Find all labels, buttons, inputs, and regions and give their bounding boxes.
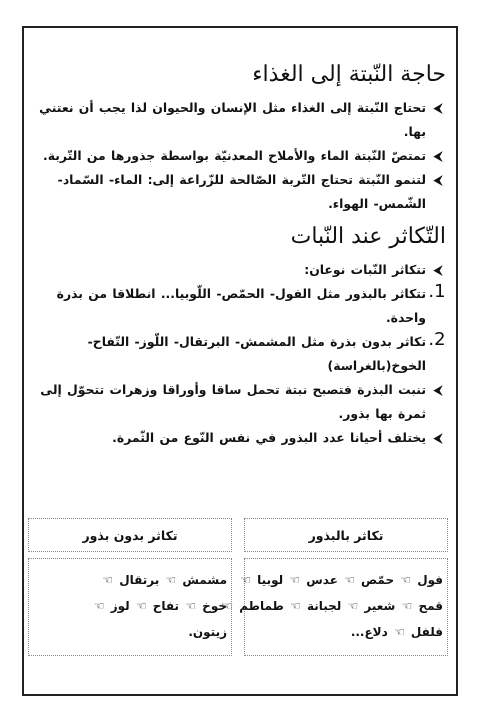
list-item: ⮜ يختلف أحيانا عدد البذور في نفس النّوع من الثّمرة. [32,426,446,450]
item-number: 2. [428,329,446,350]
arrow-left-icon: ⮜ [433,263,443,277]
item-number: 1. [428,281,446,302]
section-title-plant-reproduction: التّكاثر عند النّبات [290,224,446,249]
column-body [222,558,448,656]
table-row: مشمش ☜ برتقال ☜ [102,573,227,587]
list-item: ⮜ لتنمو النّبتة تحتاج التّربة الصّالحة للزّراعة إلى: الماء- السّماد- الشّمس- الهواء. [32,168,446,216]
list-item: ⮜ تنبت البذرة فتصبح نبتة تحمل ساقا وأوراقا وزهرات تتحوّل إلى ثمرة بها بذور. [32,378,446,426]
arrow-left-icon: ⮜ [433,431,443,445]
column-body [28,558,232,656]
table-row: فلفل ☜ دلاع... [350,625,443,639]
column-without-seeds [28,518,232,656]
document-content [32,60,446,450]
arrow-left-icon: ⮜ [433,173,443,187]
arrow-left-icon: ⮜ [433,149,443,163]
column-with-seeds [222,518,448,656]
numbered-item: 1. تتكاثر بالبذور مثل الفول- الحمّص- اللّوبيا... انطلاقا من بذرة واحدة. [56,281,446,325]
column-header: تكاثر بدون بذور [28,518,232,552]
table-row: قمح ☜ شعير ☜ لجبانة ☜ طماطم ☜ [222,599,443,613]
section-title-plant-nutrition: حاجة النّبتة إلى الغذاء [252,62,446,87]
arrow-left-icon: ⮜ [433,101,443,115]
column-header: تكاثر بالبذور [244,518,448,552]
table-row: زيتون. [188,625,227,639]
table-row: خوخ ☜ تفاح ☜ لوز ☜ [93,599,227,613]
arrow-left-icon: ⮜ [433,383,443,397]
list-item: ⮜ تتكاثر النّبات نوعان: [32,258,446,282]
list-item: ⮜ تحتاج النّبتة إلى الغذاء مثل الإنسان والحيوان لذا يجب أن نعتني بها. [32,96,446,144]
list-item: ⮜ تمتصّ النّبتة الماء والأملاح المعدنيّة بواسطة جذورها من التّربة. [32,144,446,168]
numbered-item: 2. تكاثر بدون بذرة مثل المشمش- البرتقال- اللّوز- التّفاح- الخوخ(بالغراسة) [87,329,446,373]
reproduction-table [28,518,448,656]
table-row: فول ☜ حمّص ☜ عدس ☜ لوبيا ☜ [240,573,443,587]
